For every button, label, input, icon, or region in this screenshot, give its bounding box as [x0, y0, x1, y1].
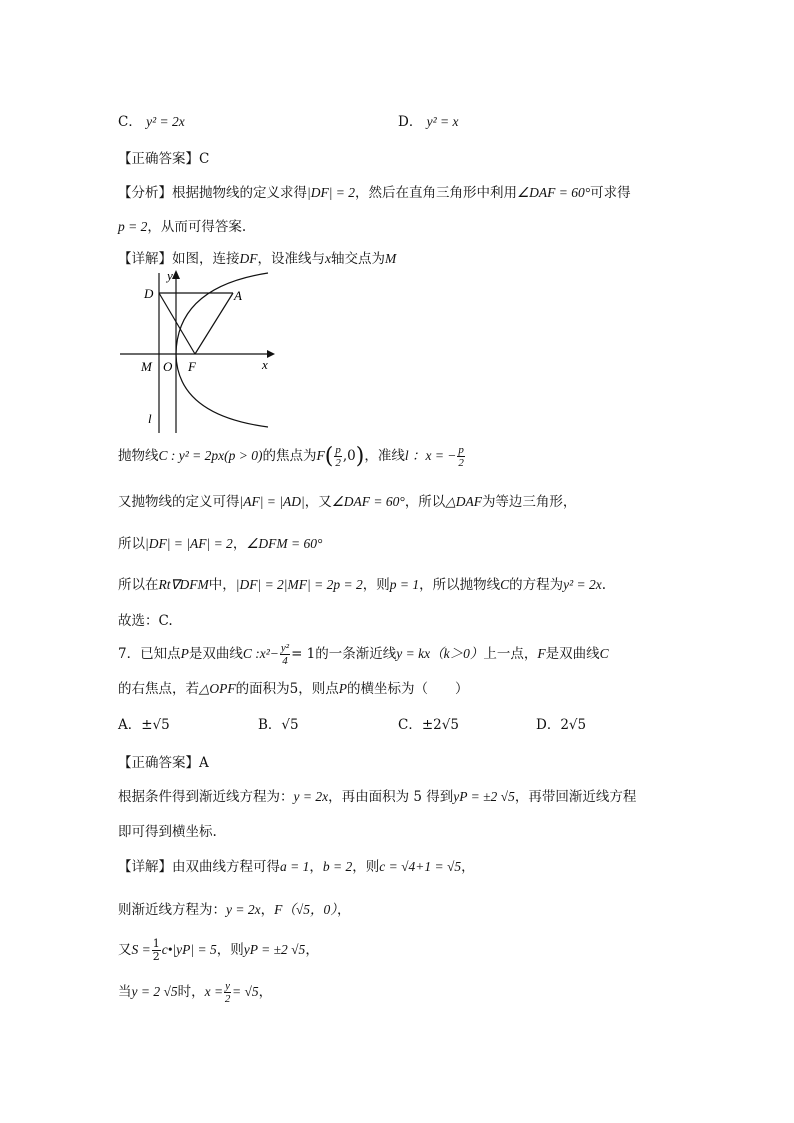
y-axis-arrow	[172, 270, 180, 279]
q7-option-c: C．±2√5	[398, 717, 459, 733]
label-D: D	[144, 286, 154, 301]
x-axis-arrow	[267, 350, 275, 358]
label-A: A	[234, 288, 242, 303]
label-l: l	[148, 411, 152, 426]
q7-answer: 【正确答案】A	[118, 755, 209, 771]
q7-stem: 7．已知点P是双曲线C :x²− $\frac{\text{y²}}{4}$ = 1的一条渐近线y = kx（k＞0）上一点，F是双曲线C	[118, 642, 609, 668]
q6-step2: 又抛物线的定义可得|AF| = |AD|，又∠DAF = 60°，所以△DAF为等边三角形，	[118, 494, 577, 510]
parabola-curve	[176, 273, 268, 427]
label-F: F	[188, 359, 196, 374]
parabola-figure	[115, 265, 280, 435]
option-d: D． y² = x	[398, 114, 459, 130]
q7-stem-cont: 的右焦点，若△OPF的面积为5，则点P的横坐标为（ ）	[118, 681, 469, 697]
q7-detail-3: 又S = $\frac{1}{2}$ c•|yP| = 5，则yP = ±2 √5，	[118, 937, 319, 964]
q7-option-a: A．±√5	[118, 717, 170, 733]
q6-analysis-cont: p = 2，从而可得答案.	[118, 219, 247, 235]
q7-analysis: 根据条件得到渐近线方程为：y = 2x，再由面积为 5 得到yP = ±2 √5，再带回渐近线方程	[118, 789, 637, 805]
q7-detail-1: 【详解】由双曲线方程可得a = 1，b = 2，则c = √4+1 = √5，	[118, 859, 475, 875]
q6-analysis: 【分析】根据抛物线的定义求得|DF| = 2，然后在直角三角形中利用∠DAF = 60°可求得	[118, 185, 631, 201]
q7-option-d: D．2√5	[536, 717, 587, 733]
label-M: M	[141, 359, 152, 374]
q6-answer: 【正确答案】C	[118, 151, 210, 167]
option-c: C． y² = 2x	[118, 114, 185, 130]
q7-detail-2: 则渐近线方程为：y = 2x，F（√5，0），	[118, 902, 351, 918]
q7-detail-4: 当y = 2 √5时，x = $\frac{y}{2}$ = √5，	[118, 980, 273, 1006]
q6-step3: 所以|DF| = |AF| = 2，∠DFM = 60°	[118, 536, 323, 552]
q7-analysis-cont: 即可得到横坐标.	[118, 824, 217, 840]
q6-step4: 所以在Rt∇DFM中，|DF| = 2|MF| = 2p = 2，则p = 1，所以抛物线C的方程为y² = 2x.	[118, 577, 607, 593]
segment-AF	[195, 293, 233, 354]
label-O: O	[163, 359, 173, 374]
q6-step1: 抛物线C : y² = 2px(p > 0)的焦点为F( $\frac{p}{2}$ ,0)，准线l ：x = − $\frac{p}{2}$	[118, 444, 464, 470]
label-y: y	[167, 268, 173, 283]
q6-conclusion: 故选：C.	[118, 613, 173, 629]
option-d-math: y² = x	[426, 114, 459, 129]
label-x: x	[262, 357, 268, 372]
option-c-math: y² = 2x	[146, 114, 185, 129]
q6-detail: 【详解】如图，连接DF，设准线与x轴交点为M	[118, 251, 397, 267]
q7-option-b: B．√5	[258, 717, 299, 733]
